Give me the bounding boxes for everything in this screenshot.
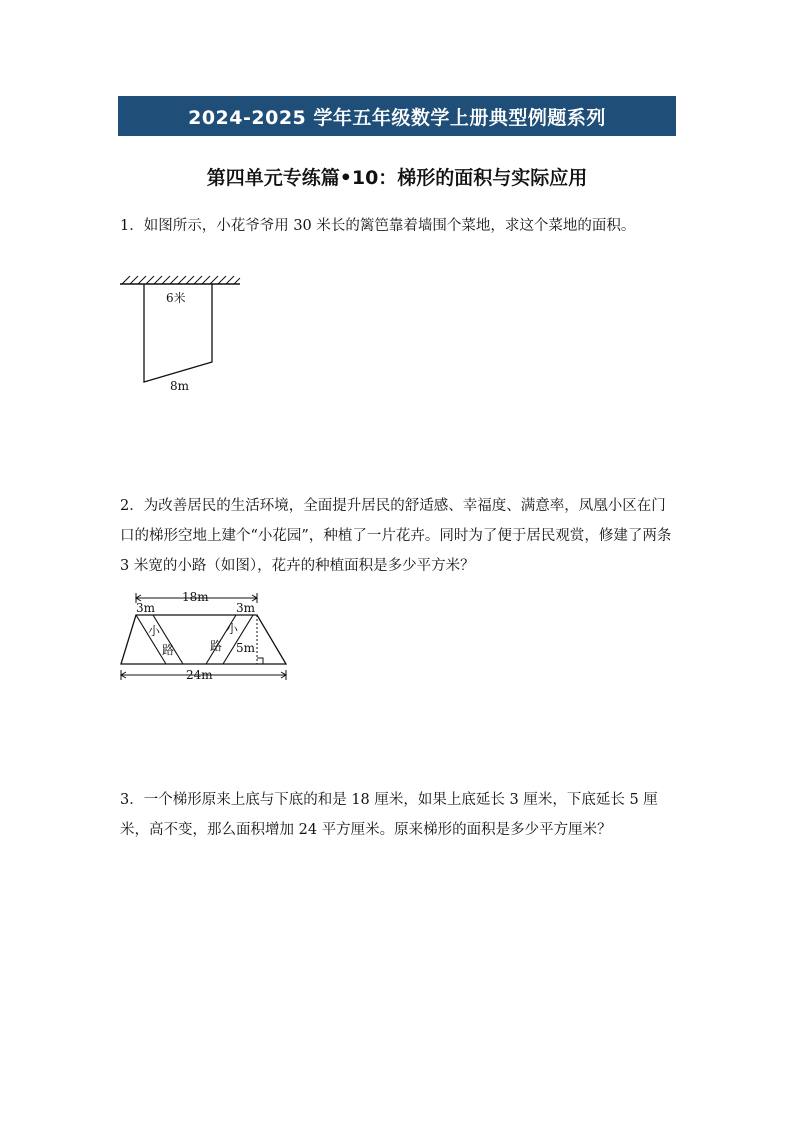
question-1-text: 1．如图所示，小花爷爷用 30 米长的篱笆靠着墙围个菜地，求这个菜地的面积。 xyxy=(120,218,636,234)
label-path-3m-right: 3m xyxy=(236,601,256,615)
label-path-3m-left: 3m xyxy=(136,601,156,615)
label-top-6m: 6米 xyxy=(166,291,186,305)
right-angle-mark xyxy=(257,658,263,664)
label-top-18m: 18m xyxy=(182,590,209,604)
question-3-text: 3．一个梯形原来上底与下底的和是 18 厘米，如果上底延长 3 厘米，下底延长 5 厘米，高不变，那么面积增加 24 平方厘米。原来梯形的面积是多少平方厘米？ xyxy=(120,792,658,838)
banner-title: 2024-2025 学年五年级数学上册典型例题系列 xyxy=(188,106,606,129)
label-bottom-24m: 24m xyxy=(186,668,213,682)
question-2-text: 2．为改善居民的生活环境，全面提升居民的舒适感、幸福度、满意率，凤凰小区在门口的梯形空地上建个“小花园”，种植了一片花卉。同时为了便于居民观赏，修建了两条 3 米宽的小路（如图），花卉的种植面积是多少平方米？ xyxy=(120,498,672,574)
path-1-char-xiao: 小 xyxy=(148,624,161,638)
document-banner xyxy=(118,96,676,136)
question-1-figure xyxy=(118,274,248,399)
section-subtitle: 第四单元专练篇•10：梯形的面积与实际应用 xyxy=(206,167,588,189)
path-1-char-lu: 路 xyxy=(162,643,175,657)
wall-hatching xyxy=(122,276,240,284)
path-2-char-lu: 路 xyxy=(210,639,223,653)
path-2-char-xiao: 小 xyxy=(226,622,239,636)
label-bottom-8m: 8m xyxy=(170,379,190,393)
garden-trapezoid xyxy=(121,615,286,664)
question-2-figure xyxy=(112,588,297,686)
label-height-5m: 5m xyxy=(236,641,256,655)
